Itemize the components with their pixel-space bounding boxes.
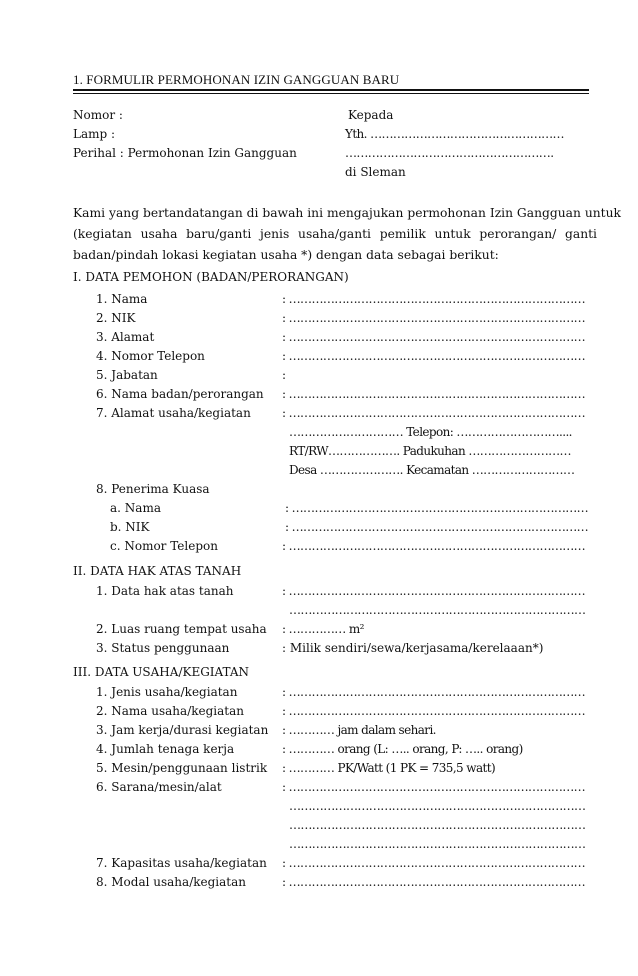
- sarana-line-3[interactable]: ……………………………………………………………………: [289, 818, 586, 832]
- field-label-nama-badan: 6. Nama badan/perorangan: [96, 387, 264, 401]
- field-label-nama: 1. Nama: [96, 292, 148, 306]
- field-value-jabatan[interactable]: :: [282, 368, 286, 382]
- title-rule-thick: [73, 89, 589, 91]
- field-label-sarana: 6. Sarana/mesin/alat: [96, 780, 222, 794]
- di-sleman: di Sleman: [345, 165, 406, 179]
- field-value-jam-kerja[interactable]: : ………… jam dalam sehari.: [282, 723, 436, 737]
- perihal-label: Perihal : Permohonan Izin Gangguan: [73, 146, 297, 160]
- section-1-heading: I. DATA PEMOHON (BADAN/PERORANGAN): [73, 270, 349, 284]
- field-value-nama-badan[interactable]: : ……………………………………………………………………: [282, 387, 586, 401]
- field-label-alamat: 3. Alamat: [96, 330, 155, 344]
- form-title: 1. FORMULIR PERMOHONAN IZIN GANGGUAN BARU: [73, 72, 400, 87]
- field-label-alamat-usaha: 7. Alamat usaha/kegiatan: [96, 406, 251, 420]
- section-2-heading: II. DATA HAK ATAS TANAH: [73, 564, 242, 578]
- field-value-jenis-usaha[interactable]: : ……………………………………………………………………: [282, 685, 586, 699]
- nomor-label: Nomor :: [73, 108, 123, 122]
- field-value-proxy-telepon[interactable]: : ……………………………………………………………………: [282, 539, 586, 553]
- field-label-modal: 8. Modal usaha/kegiatan: [96, 875, 246, 889]
- field-label-kapasitas: 7. Kapasitas usaha/kegiatan: [96, 856, 267, 870]
- field-value-nik[interactable]: : ……………………………………………………………………: [282, 311, 586, 325]
- field-value-proxy-nik[interactable]: : ……………………………………………………………………: [285, 520, 589, 534]
- yth-line: Yth. ……………………………………………: [345, 127, 564, 141]
- intro-line-3: badan/pindah lokasi kegiatan usaha *) dengan data sebagai berikut:: [73, 248, 499, 262]
- field-value-kapasitas[interactable]: : ……………………………………………………………………: [282, 856, 586, 870]
- field-label-nama-usaha: 2. Nama usaha/kegiatan: [96, 704, 244, 718]
- title-rule-thin: [73, 93, 589, 94]
- lamp-label: Lamp :: [73, 127, 116, 141]
- intro-paragraph: [73, 203, 621, 266]
- field-label-hak-tanah: 1. Data hak atas tanah: [96, 584, 234, 598]
- field-label-nik: 2. NIK: [96, 311, 136, 325]
- field-label-tenaga-kerja: 4. Jumlah tenaga kerja: [96, 742, 235, 756]
- kepada-label: Kepada: [348, 108, 394, 122]
- field-value-modal[interactable]: : ……………………………………………………………………: [282, 875, 586, 889]
- field-value-hak-tanah[interactable]: : ……………………………………………………………………: [282, 584, 586, 598]
- field-label-proxy-nik: b. NIK: [110, 520, 150, 534]
- intro-line-2: (kegiatan usaha baru/ganti jenis usaha/ganti pemilik untuk perorangan/ ganti: [73, 227, 597, 241]
- field-label-jabatan: 5. Jabatan: [96, 368, 158, 382]
- field-value-nama[interactable]: : ……………………………………………………………………: [282, 292, 586, 306]
- field-value-tenaga-kerja[interactable]: : ………… orang (L: ….. orang, P: ….. orang): [282, 742, 523, 756]
- field-value-telepon[interactable]: : ……………………………………………………………………: [282, 349, 586, 363]
- field-value-alamat[interactable]: : ……………………………………………………………………: [282, 330, 586, 344]
- section-3-heading: III. DATA USAHA/KEGIATAN: [73, 665, 250, 679]
- field-value-proxy-nama[interactable]: : ……………………………………………………………………: [285, 501, 589, 515]
- field-value-alamat-usaha[interactable]: : ……………………………………………………………………: [282, 406, 586, 420]
- field-value-status[interactable]: : Milik sendiri/sewa/kerjasama/kerelaaan*): [282, 641, 544, 655]
- field-label-jam-kerja: 3. Jam kerja/durasi kegiatan: [96, 723, 269, 737]
- address-line-desa[interactable]: Desa …………………. Kecamatan ………………………: [289, 463, 575, 477]
- field-value-sarana[interactable]: : ……………………………………………………………………: [282, 780, 586, 794]
- field-label-jenis-usaha: 1. Jenis usaha/kegiatan: [96, 685, 238, 699]
- field-value-hak-tanah-2[interactable]: ……………………………………………………………………: [289, 603, 586, 617]
- field-label-luas: 2. Luas ruang tempat usaha: [96, 622, 267, 636]
- intro-line-1: Kami yang bertandatangan di bawah ini mengajukan permohonan Izin Gangguan untuk: [73, 206, 621, 220]
- field-label-proxy-nama: a. Nama: [110, 501, 161, 515]
- proxy-heading: 8. Penerima Kuasa: [96, 482, 210, 496]
- field-label-proxy-telepon: c. Nomor Telepon: [110, 539, 218, 553]
- address-line-rtrw[interactable]: RT/RW………………. Padukuhan ………………………: [289, 444, 571, 458]
- field-label-status: 3. Status penggunaan: [96, 641, 230, 655]
- field-label-telepon: 4. Nomor Telepon: [96, 349, 205, 363]
- address-line-telepon[interactable]: ………………………… Telepon: ………………………....: [289, 425, 572, 439]
- sarana-line-2[interactable]: ……………………………………………………………………: [289, 799, 586, 813]
- sarana-line-4[interactable]: ……………………………………………………………………: [289, 837, 586, 851]
- field-label-listrik: 5. Mesin/penggunaan listrik: [96, 761, 268, 775]
- field-value-listrik[interactable]: : ………… PK/Watt (1 PK = 735,5 watt): [282, 761, 496, 775]
- addressee-line: ……………………………………………….: [345, 146, 554, 160]
- field-value-nama-usaha[interactable]: : ……………………………………………………………………: [282, 704, 586, 718]
- field-value-luas[interactable]: : …………… m²: [282, 622, 364, 636]
